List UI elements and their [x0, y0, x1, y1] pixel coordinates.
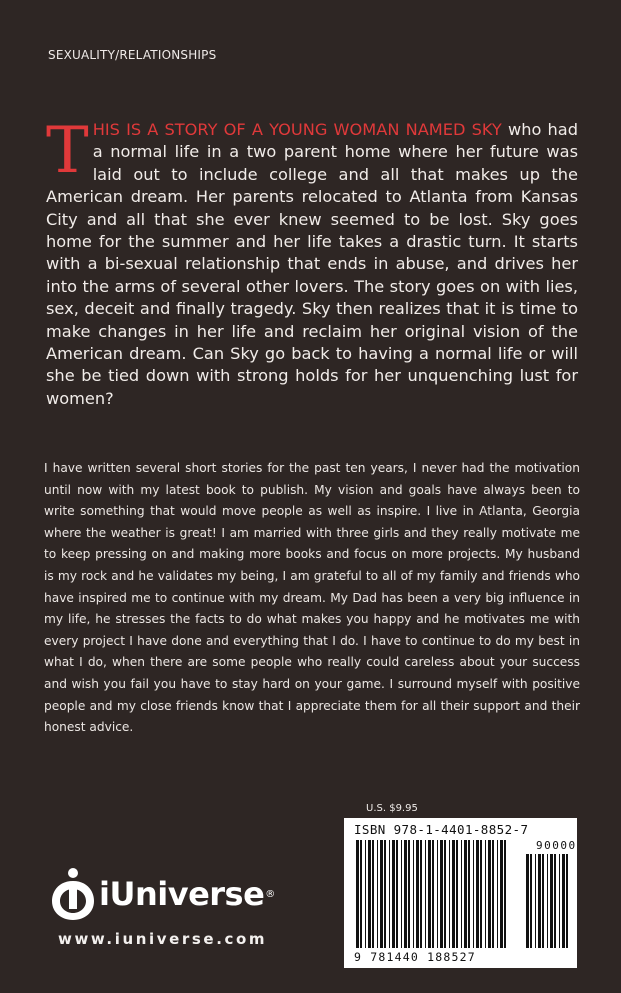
registered-mark: ®: [265, 888, 276, 900]
back-cover-blurb: [46, 114, 578, 410]
iuniverse-logo-icon: [50, 867, 96, 921]
ean-number: 9 781440 188527: [354, 950, 476, 964]
blurb-body: who had a normal life in a two parent home where her future was laid out to include college and all that makes up the American dream. Her parents relocated to Atlanta from Kansas City and all that she ever knew seemed to be lost. Sky goes home for the summer and her life takes a drastic turn. It starts with a bi-sexual relationship that ends in abuse, and drives her into the arms of several other lovers. The story goes on with lies, sex, deceit and finally tragedy. Sky then realizes that it is time to make changes in her life and reclaim her original vision of the American dream. Can Sky go back to having a normal life or will she be tied down with strong holds for her unquenching lust for women?: [46, 120, 578, 408]
isbn-text: ISBN 978-1-4401-8852-7: [354, 822, 529, 837]
price-label: U.S. $9.95: [366, 803, 418, 814]
author-bio: I have written several short stories for the past ten years, I never had the motivation until now with my latest book to publish. My vision and goals have always been to write something that would move people as well as inspire. I live in Atlanta, Georgia where the weather is great! I am married with three girls and they really motivate me to keep pressing on and making more books and focus on more projects. My husband is my rock and he validates my being, I am grateful to all of my family and friends who have inspired me to continue with my dream. My Dad has been a very big influence in my life, he stresses the facts to do what makes you happy and he motivates me with every project I have done and everything that I do. I have to continue to do my best in what I do, when there are some people who really could careless about your success and wish you fail you have to stay hard on your game. I surround myself with positive people and my close friends know that I appreciate them for all their support and their honest advice.: [44, 461, 580, 735]
publisher-logo: [50, 866, 275, 922]
blurb-lead-caps: HIS IS A STORY OF A YOUNG WOMAN NAMED SKY: [92, 120, 502, 139]
drop-cap: T: [46, 114, 89, 188]
publisher-name: iUniverse: [99, 875, 265, 913]
addon-code: 90000: [536, 839, 577, 852]
category-label: SEXUALITY/RELATIONSHIPS: [48, 48, 217, 62]
barcode-panel: [344, 818, 577, 968]
publisher-url: www.iuniverse.com: [58, 930, 268, 948]
